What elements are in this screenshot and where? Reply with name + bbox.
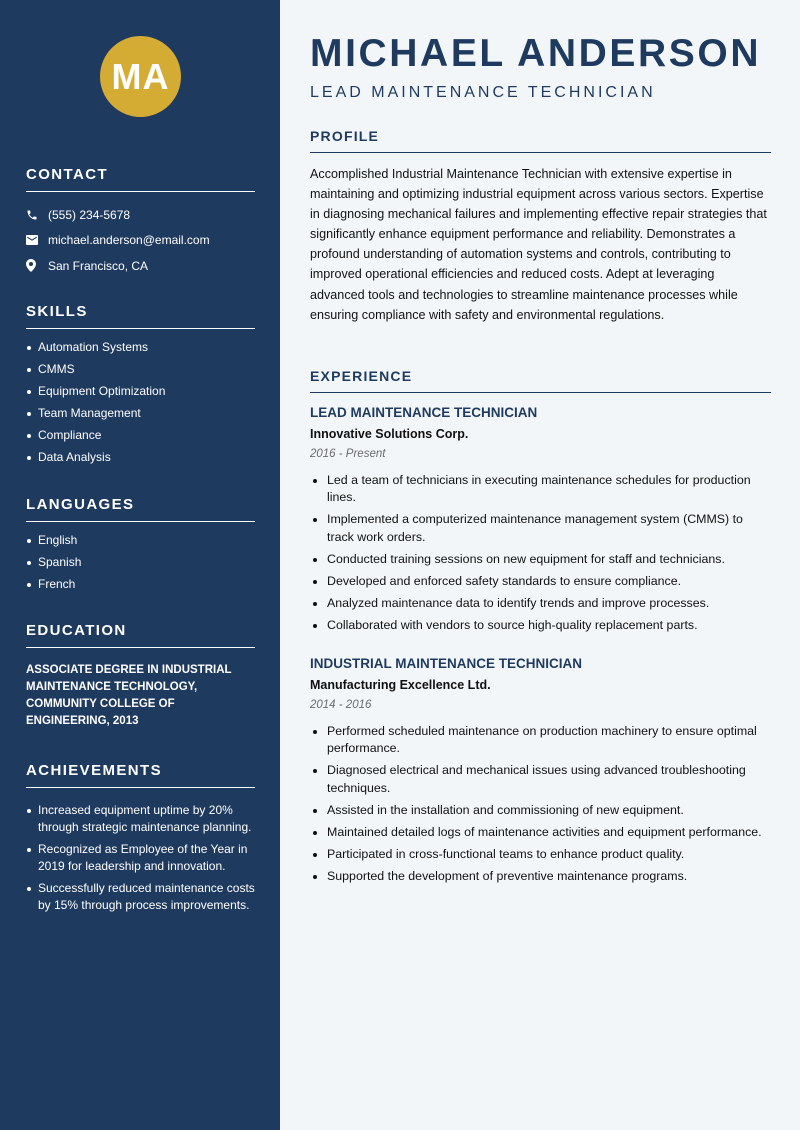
- email-row: [26, 228, 255, 254]
- skill-item: Equipment Optimization: [26, 383, 255, 400]
- location-text: San Francisco, CA: [48, 258, 149, 273]
- education-section: [26, 622, 255, 730]
- job-bullet: Maintained detailed logs of maintenance activities and equipment performance.: [310, 824, 771, 841]
- language-item: English: [26, 532, 255, 549]
- job-bullet: Developed and enforced safety standards to ensure compliance.: [310, 573, 771, 590]
- skill-item: CMMS: [26, 361, 255, 378]
- experience-heading: EXPERIENCE: [310, 368, 771, 393]
- email-icon: [26, 235, 48, 245]
- job-dates: 2016 - Present: [310, 448, 386, 460]
- job-title: LEAD MAINTENANCE TECHNICIAN: [310, 405, 538, 420]
- education-entry: ASSOCIATE DEGREE IN INDUSTRIAL MAINTENANCE TECHNOLOGY, COMMUNITY COLLEGE OF ENGINEERING, 2013: [26, 664, 232, 727]
- achievements-heading: ACHIEVEMENTS: [26, 762, 255, 788]
- skill-item: Compliance: [26, 427, 255, 444]
- achievement-item: Increased equipment uptime by 20% through strategic maintenance planning.: [26, 802, 255, 836]
- skill-item: Data Analysis: [26, 449, 255, 466]
- job-company: Manufacturing Excellence Ltd.: [310, 678, 491, 692]
- achievement-item: Successfully reduced maintenance costs by 15% through process improvements.: [26, 880, 255, 914]
- profile-heading: PROFILE: [310, 128, 771, 153]
- email-text: michael.anderson@email.com: [48, 233, 210, 248]
- skills-list: [26, 339, 255, 466]
- job-bullets: [310, 472, 771, 634]
- language-item: French: [26, 576, 255, 593]
- languages-list: [26, 532, 255, 593]
- job-bullet: Conducted training sessions on new equipment for staff and technicians.: [310, 551, 771, 568]
- candidate-name: MICHAEL ANDERSON: [310, 32, 762, 75]
- job-entry-2: [310, 656, 771, 890]
- skill-item: Team Management: [26, 405, 255, 422]
- location-pin-icon: [26, 259, 48, 272]
- job-bullet: Participated in cross-functional teams to enhance product quality.: [310, 846, 771, 863]
- job-bullet: Analyzed maintenance data to identify trends and improve processes.: [310, 595, 771, 612]
- candidate-title: LEAD MAINTENANCE TECHNICIAN: [310, 84, 656, 101]
- language-item: Spanish: [26, 554, 255, 571]
- languages-section: [26, 496, 255, 598]
- avatar: MA: [100, 36, 181, 117]
- job-bullet: Collaborated with vendors to source high-quality replacement parts.: [310, 617, 771, 634]
- contact-heading: CONTACT: [26, 166, 255, 192]
- phone-icon: [26, 209, 48, 221]
- education-heading: EDUCATION: [26, 622, 255, 648]
- job-bullet: Implemented a computerized maintenance management system (CMMS) to track work orders.: [310, 511, 771, 546]
- phone-text: (555) 234-5678: [48, 207, 131, 222]
- job-bullet: Performed scheduled maintenance on production machinery to ensure optimal performance.: [310, 723, 771, 758]
- skills-heading: SKILLS: [26, 303, 255, 329]
- phone-row: [26, 202, 255, 228]
- contact-section: [26, 166, 255, 279]
- job-bullet: Diagnosed electrical and mechanical issues using advanced troubleshooting techniques.: [310, 762, 771, 797]
- skill-item: Automation Systems: [26, 339, 255, 356]
- achievement-item: Recognized as Employee of the Year in 2019 for leadership and innovation.: [26, 841, 255, 875]
- achievements-list: [26, 802, 255, 914]
- skills-section: [26, 303, 255, 471]
- job-bullet: Supported the development of preventive maintenance programs.: [310, 868, 771, 885]
- sidebar: [0, 0, 280, 1130]
- location-row: [26, 253, 255, 279]
- job-company: Innovative Solutions Corp.: [310, 427, 469, 441]
- job-bullet: Assisted in the installation and commissioning of new equipment.: [310, 802, 771, 819]
- job-bullets: [310, 723, 771, 885]
- profile-text: Accomplished Industrial Maintenance Technician with extensive expertise in maintaining and optimizing industrial equipment across various sectors. Expertise in diagnosing mechanical failures and implementing effective repair strategies that significantly enhance equipment performance and reliability. Demonstrates a profound understanding of automation systems and controls, contributing to improved operational efficiencies and reduced costs. Adept at leveraging advanced tools and technologies to streamline maintenance processes while ensuring compliance with safety and environmental regulations.: [310, 167, 767, 322]
- job-dates: 2014 - 2016: [310, 699, 372, 711]
- job-title: INDUSTRIAL MAINTENANCE TECHNICIAN: [310, 656, 582, 671]
- languages-heading: LANGUAGES: [26, 496, 255, 522]
- job-bullet: Led a team of technicians in executing maintenance schedules for production lines.: [310, 472, 771, 507]
- job-entry-1: [310, 405, 771, 639]
- achievements-section: [26, 762, 255, 919]
